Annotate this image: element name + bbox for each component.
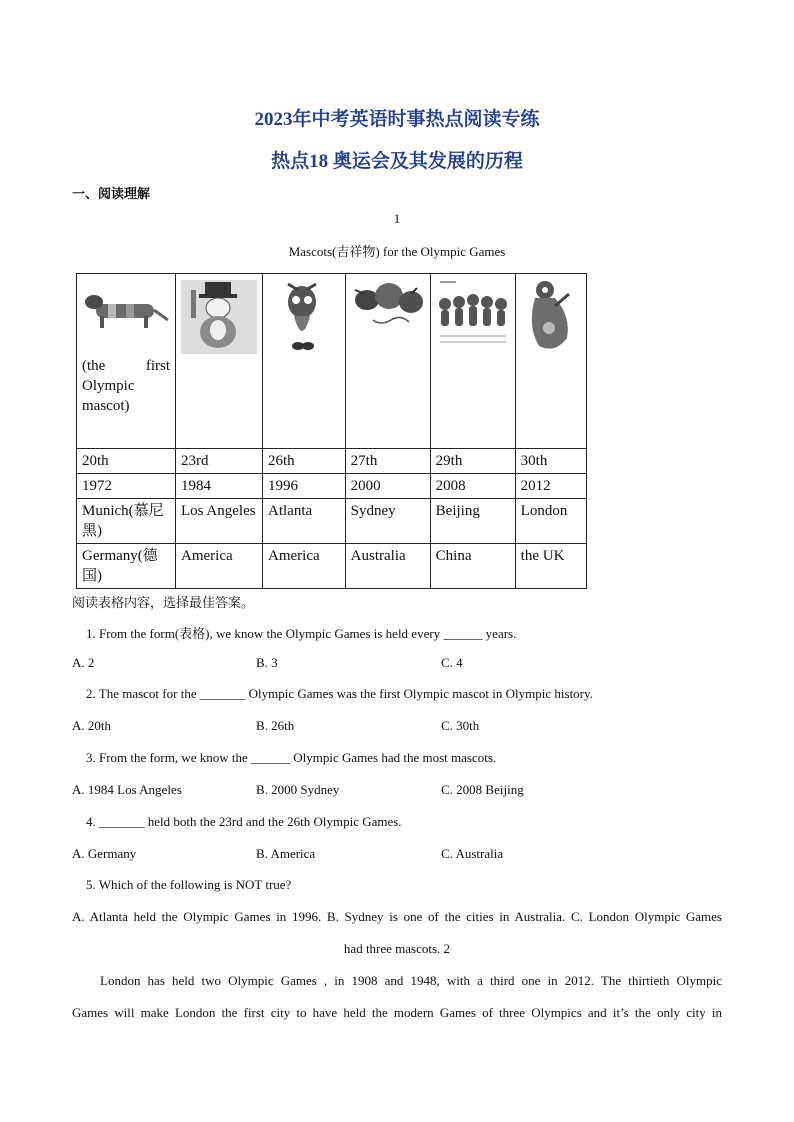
first-mascot-note: (the first Olympic mascot) (82, 358, 170, 414)
passage-2-line-2: Games will make London the first city to have held the modern Games of three Olympics and it’s the only city in (72, 1005, 722, 1020)
option-4a: A. Germany (72, 846, 137, 861)
passage-number: 1 (393, 211, 401, 226)
table-row (77, 274, 587, 449)
table-cell: 2012 (515, 474, 586, 499)
instruction-text: 阅读表格内容，选择最佳答案。 (72, 596, 255, 611)
question-4: 4. _______ held both the 23rd and the 26th Olympic Games. (86, 814, 402, 829)
page-title: 2023年中考英语时事热点阅读专练 (254, 109, 540, 130)
table-cell: 20th (77, 449, 176, 474)
table-cell: Atlanta (263, 499, 346, 544)
passage-heading: Mascots(吉祥物) for the Olympic Games (288, 244, 506, 259)
mascot-table (76, 273, 587, 589)
table-cell: 1972 (77, 474, 176, 499)
table-cell: Munich(慕尼黑) (77, 499, 176, 544)
table-cell: Germany(德国) (77, 544, 176, 589)
table-row (77, 474, 587, 499)
table-cell: 1996 (263, 474, 346, 499)
question-5-options-cont: had three mascots. 2 (343, 941, 451, 956)
question-5-options: A. Atlanta held the Olympic Games in 1996. B. Sydney is one of the cities in Australia. C. London Olympic Games (72, 909, 722, 924)
page-subtitle: 热点18 奥运会及其发展的历程 (271, 151, 523, 172)
table-cell: China (430, 544, 515, 589)
table-cell (77, 274, 176, 449)
option-4b: B. America (256, 846, 316, 861)
table-cell (515, 274, 586, 449)
table-cell: London (515, 499, 586, 544)
table-cell (345, 274, 430, 449)
table-cell: 1984 (176, 474, 263, 499)
wenlock-mascot-icon (521, 276, 581, 356)
option-3c: C. 2008 Beijing (441, 782, 524, 797)
table-cell: Sydney (345, 499, 430, 544)
question-1: 1. From the form(表格), we know the Olympic Games is held every ______ years. (86, 626, 517, 641)
section-heading: 一、阅读理解 (72, 187, 151, 202)
option-1b: B. 3 (256, 655, 278, 670)
option-2a: A. 20th (72, 718, 111, 733)
question-5: 5. Which of the following is NOT true? (86, 877, 292, 892)
table-cell: Australia (345, 544, 430, 589)
table-cell: 2008 (430, 474, 515, 499)
izzy-mascot-icon (268, 276, 338, 356)
option-1c: C. 4 (441, 655, 463, 670)
option-4c: C. Australia (441, 846, 504, 861)
table-cell: 26th (263, 449, 346, 474)
sydney-mascots-icon (351, 276, 425, 336)
table-cell: 29th (430, 449, 515, 474)
table-cell: America (263, 544, 346, 589)
option-3a: A. 1984 Los Angeles (72, 782, 182, 797)
table-cell: Beijing (430, 499, 515, 544)
table-row (77, 544, 587, 589)
eagle-mascot-icon (181, 276, 257, 356)
table-cell (263, 274, 346, 449)
question-3: 3. From the form, we know the ______ Olympic Games had the most mascots. (86, 750, 497, 765)
table-row (77, 449, 587, 474)
dachshund-mascot-icon (82, 276, 170, 356)
table-cell: the UK (515, 544, 586, 589)
question-2: 2. The mascot for the _______ Olympic Games was the first Olympic mascot in Olympic history. (86, 686, 593, 701)
table-cell: America (176, 544, 263, 589)
table-cell: Los Angeles (176, 499, 263, 544)
table-cell: 27th (345, 449, 430, 474)
option-1a: A. 2 (72, 655, 95, 670)
option-2b: B. 26th (256, 718, 295, 733)
table-cell (176, 274, 263, 449)
option-2c: C. 30th (441, 718, 480, 733)
passage-2-line-1: London has held two Olympic Games , in 1908 and 1948, with a third one in 2012. The thirtieth Olympic (100, 973, 722, 988)
fuwa-mascots-icon (436, 276, 510, 352)
table-cell: 30th (515, 449, 586, 474)
table-cell (430, 274, 515, 449)
option-3b: B. 2000 Sydney (256, 782, 340, 797)
table-cell: 23rd (176, 449, 263, 474)
table-cell: 2000 (345, 474, 430, 499)
table-row (77, 499, 587, 544)
